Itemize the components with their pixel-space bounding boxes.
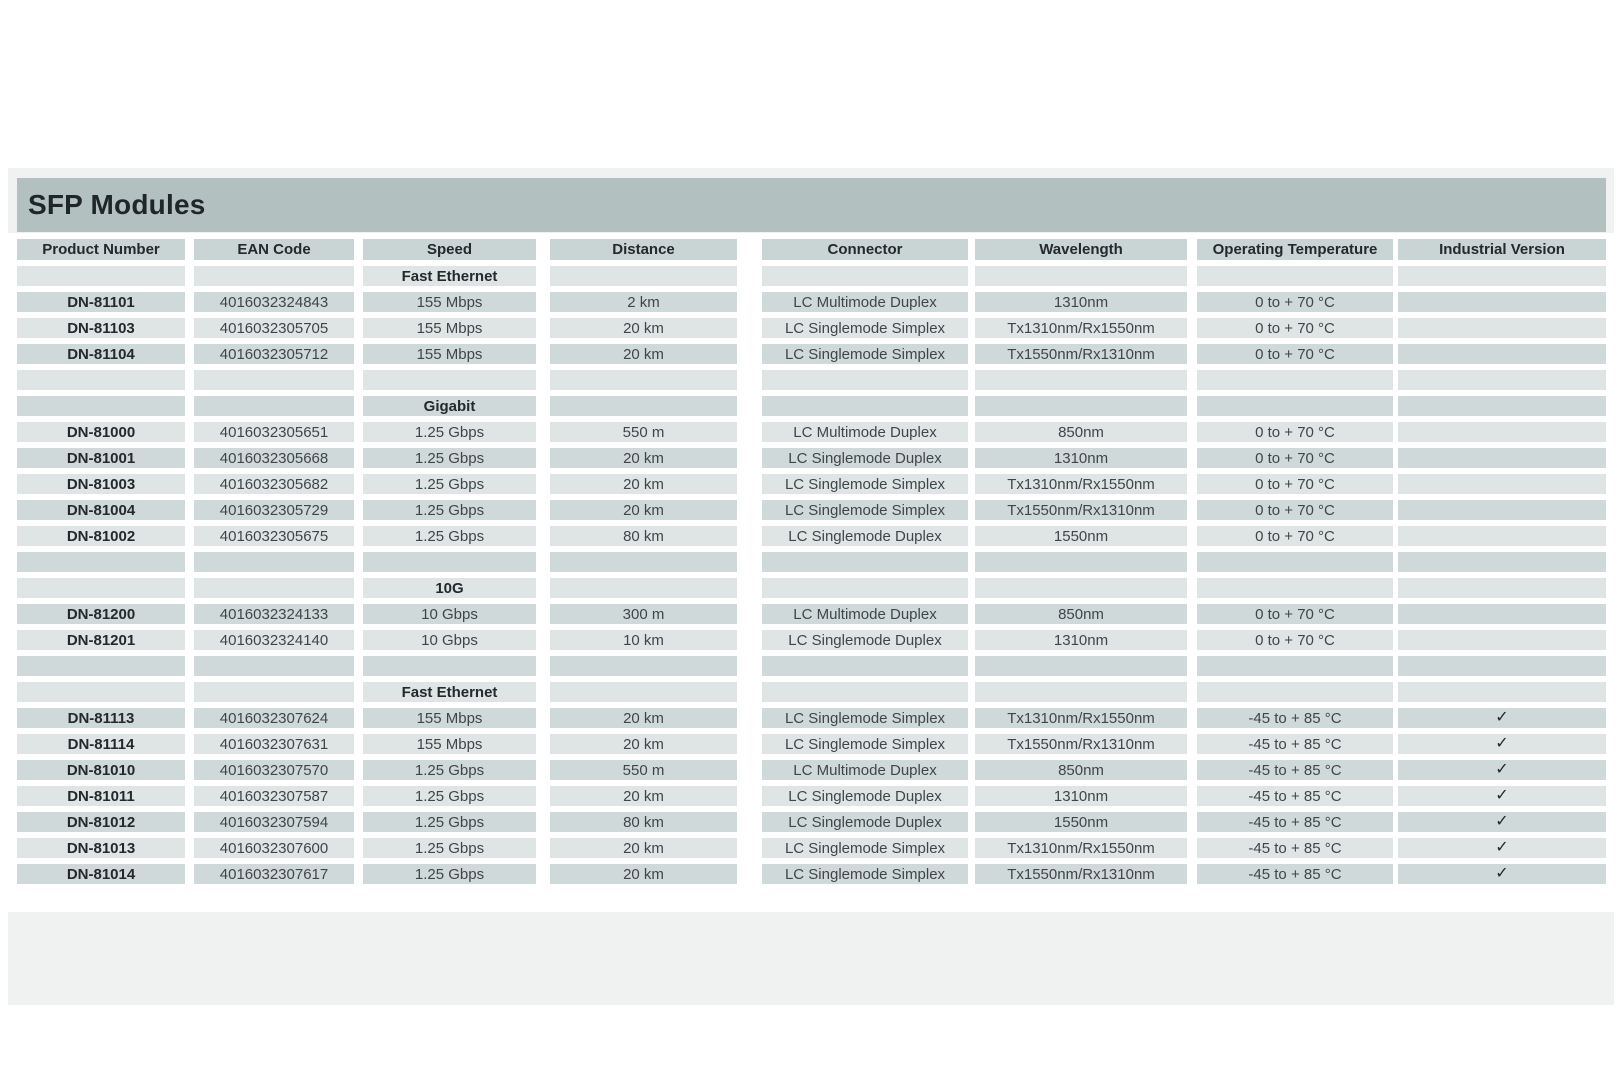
cell-speed: 10 Gbps [363,604,536,624]
cell-industrial [1398,500,1606,520]
cell-product: DN-81113 [17,708,185,728]
spacer-cell [363,370,536,390]
cell-industrial [1398,604,1606,624]
section-cell [17,682,185,702]
section-cell [194,578,354,598]
section-cell [975,578,1187,598]
section-label: Fast Ethernet [363,266,536,286]
section-cell [975,396,1187,416]
spacer-cell [762,370,968,390]
spacer-cell [194,552,354,572]
cell-connector: LC Singlemode Simplex [762,864,968,884]
cell-industrial [1398,448,1606,468]
cell-speed: 1.25 Gbps [363,526,536,546]
table-row [17,474,1606,494]
cell-temperature: 0 to + 70 °C [1197,604,1393,624]
spacer-cell [17,656,185,676]
section-cell [194,682,354,702]
table-row [17,812,1606,832]
cell-product: DN-81004 [17,500,185,520]
cell-distance: 20 km [550,708,737,728]
cell-wavelength: Tx1310nm/Rx1550nm [975,838,1187,858]
cell-wavelength: 1310nm [975,448,1187,468]
cell-connector: LC Singlemode Simplex [762,500,968,520]
cell-product: DN-81014 [17,864,185,884]
cell-ean: 4016032305729 [194,500,354,520]
cell-ean: 4016032307617 [194,864,354,884]
cell-temperature: -45 to + 85 °C [1197,838,1393,858]
spacer-row [17,370,1606,390]
cell-wavelength: Tx1550nm/Rx1310nm [975,344,1187,364]
cell-speed: 1.25 Gbps [363,838,536,858]
cell-ean: 4016032324843 [194,292,354,312]
cell-ean: 4016032305705 [194,318,354,338]
check-icon: ✓ [1495,865,1509,882]
cell-industrial [1398,526,1606,546]
cell-connector: LC Singlemode Duplex [762,630,968,650]
column-header-industrial: Industrial Version [1398,239,1606,260]
cell-product: DN-81011 [17,786,185,806]
cell-ean: 4016032307631 [194,734,354,754]
section-label: Gigabit [363,396,536,416]
check-icon: ✓ [1495,839,1509,856]
cell-temperature: 0 to + 70 °C [1197,630,1393,650]
cell-speed: 1.25 Gbps [363,760,536,780]
cell-wavelength: Tx1550nm/Rx1310nm [975,500,1187,520]
cell-wavelength: 850nm [975,422,1187,442]
table-row [17,422,1606,442]
cell-product: DN-81201 [17,630,185,650]
cell-product: DN-81101 [17,292,185,312]
cell-connector: LC Singlemode Simplex [762,474,968,494]
section-cell [1398,266,1606,286]
spacer-row [17,656,1606,676]
check-icon: ✓ [1495,813,1509,830]
section-cell [550,396,737,416]
cell-temperature: 0 to + 70 °C [1197,292,1393,312]
column-header-wavelength: Wavelength [975,239,1187,260]
table-row [17,760,1606,780]
cell-product: DN-81001 [17,448,185,468]
cell-wavelength: Tx1310nm/Rx1550nm [975,708,1187,728]
cell-product: DN-81000 [17,422,185,442]
table-row [17,630,1606,650]
section-cell [1197,266,1393,286]
cell-distance: 20 km [550,838,737,858]
table-row [17,786,1606,806]
table-row [17,292,1606,312]
cell-wavelength: 850nm [975,760,1187,780]
cell-speed: 155 Mbps [363,318,536,338]
cell-ean: 4016032307587 [194,786,354,806]
cell-temperature: -45 to + 85 °C [1197,734,1393,754]
section-cell [550,682,737,702]
cell-speed: 155 Mbps [363,344,536,364]
cell-speed: 155 Mbps [363,292,536,312]
spacer-cell [975,656,1187,676]
cell-connector: LC Singlemode Duplex [762,812,968,832]
cell-product: DN-81114 [17,734,185,754]
section-row [17,578,1606,598]
section-title-bar [17,178,1606,232]
column-header-temperature: Operating Temperature [1197,239,1393,260]
cell-ean: 4016032307624 [194,708,354,728]
cell-temperature: 0 to + 70 °C [1197,526,1393,546]
cell-distance: 20 km [550,448,737,468]
spacer-cell [1398,370,1606,390]
cell-wavelength: Tx1550nm/Rx1310nm [975,734,1187,754]
cell-ean: 4016032307594 [194,812,354,832]
table-row [17,448,1606,468]
cell-distance: 300 m [550,604,737,624]
section-cell [1398,682,1606,702]
spacer-cell [363,552,536,572]
page-title: SFP Modules [28,189,206,220]
table-row [17,500,1606,520]
section-cell [1197,682,1393,702]
section-cell [1197,578,1393,598]
table-row [17,604,1606,624]
section-row [17,682,1606,702]
cell-temperature: -45 to + 85 °C [1197,864,1393,884]
cell-industrial [1398,708,1606,728]
cell-wavelength: 1550nm [975,812,1187,832]
table-row [17,526,1606,546]
cell-speed: 1.25 Gbps [363,474,536,494]
cell-connector: LC Singlemode Simplex [762,838,968,858]
cell-speed: 1.25 Gbps [363,448,536,468]
spacer-cell [975,552,1187,572]
section-cell [762,682,968,702]
cell-connector: LC Multimode Duplex [762,422,968,442]
spacer-cell [1197,656,1393,676]
cell-industrial [1398,344,1606,364]
cell-ean: 4016032305668 [194,448,354,468]
cell-distance: 80 km [550,526,737,546]
cell-speed: 155 Mbps [363,734,536,754]
cell-product: DN-81002 [17,526,185,546]
section-label: 10G [363,578,536,598]
cell-industrial [1398,474,1606,494]
table-row [17,864,1606,884]
column-header-product: Product Number [17,239,185,260]
section-cell [1398,396,1606,416]
cell-industrial [1398,318,1606,338]
cell-industrial [1398,812,1606,832]
cell-industrial [1398,630,1606,650]
cell-speed: 10 Gbps [363,630,536,650]
cell-distance: 10 km [550,630,737,650]
cell-connector: LC Multimode Duplex [762,292,968,312]
cell-industrial [1398,292,1606,312]
check-icon: ✓ [1495,761,1509,778]
spacer-cell [975,370,1187,390]
spacer-cell [550,370,737,390]
spacer-cell [762,656,968,676]
cell-product: DN-81013 [17,838,185,858]
table-row [17,838,1606,858]
section-cell [194,396,354,416]
cell-temperature: 0 to + 70 °C [1197,344,1393,364]
cell-connector: LC Multimode Duplex [762,604,968,624]
table-row [17,344,1606,364]
cell-industrial [1398,734,1606,754]
cell-distance: 2 km [550,292,737,312]
cell-connector: LC Multimode Duplex [762,760,968,780]
cell-temperature: 0 to + 70 °C [1197,500,1393,520]
cell-connector: LC Singlemode Duplex [762,526,968,546]
section-cell [550,578,737,598]
column-header-distance: Distance [550,239,737,260]
cell-ean: 4016032324133 [194,604,354,624]
cell-wavelength: Tx1310nm/Rx1550nm [975,318,1187,338]
cell-connector: LC Singlemode Duplex [762,448,968,468]
spacer-cell [1398,656,1606,676]
spacer-cell [1197,370,1393,390]
spacer-cell [550,552,737,572]
cell-connector: LC Singlemode Simplex [762,318,968,338]
spacer-cell [194,370,354,390]
spacer-row [17,552,1606,572]
table-row [17,734,1606,754]
cell-distance: 550 m [550,422,737,442]
cell-speed: 1.25 Gbps [363,422,536,442]
section-cell [17,578,185,598]
cell-product: DN-81200 [17,604,185,624]
section-cell [17,266,185,286]
cell-industrial [1398,864,1606,884]
section-cell [975,682,1187,702]
section-cell [17,396,185,416]
cell-wavelength: 1310nm [975,292,1187,312]
spacer-cell [363,656,536,676]
cell-wavelength: 1550nm [975,526,1187,546]
cell-temperature: -45 to + 85 °C [1197,786,1393,806]
cell-ean: 4016032305682 [194,474,354,494]
cell-connector: LC Singlemode Simplex [762,708,968,728]
spacer-cell [762,552,968,572]
check-icon: ✓ [1495,735,1509,752]
cell-speed: 1.25 Gbps [363,864,536,884]
section-cell [762,396,968,416]
cell-product: DN-81104 [17,344,185,364]
cell-speed: 155 Mbps [363,708,536,728]
cell-distance: 80 km [550,812,737,832]
spacer-cell [17,552,185,572]
spacer-cell [1197,552,1393,572]
cell-ean: 4016032305651 [194,422,354,442]
section-label: Fast Ethernet [363,682,536,702]
cell-distance: 20 km [550,500,737,520]
cell-connector: LC Singlemode Duplex [762,786,968,806]
column-header-row [17,239,1606,260]
cell-distance: 20 km [550,318,737,338]
cell-distance: 20 km [550,344,737,364]
spacer-cell [1398,552,1606,572]
cell-distance: 550 m [550,760,737,780]
cell-distance: 20 km [550,474,737,494]
cell-temperature: -45 to + 85 °C [1197,812,1393,832]
cell-wavelength: 1310nm [975,786,1187,806]
section-row [17,396,1606,416]
cell-ean: 4016032307570 [194,760,354,780]
spacer-cell [550,656,737,676]
check-icon: ✓ [1495,787,1509,804]
cell-distance: 20 km [550,786,737,806]
section-row [17,266,1606,286]
section-cell [975,266,1187,286]
cell-connector: LC Singlemode Simplex [762,344,968,364]
cell-temperature: 0 to + 70 °C [1197,474,1393,494]
sfp-modules-table [17,239,1606,890]
section-cell [1197,396,1393,416]
cell-temperature: -45 to + 85 °C [1197,760,1393,780]
spacer-cell [194,656,354,676]
cell-speed: 1.25 Gbps [363,500,536,520]
cell-distance: 20 km [550,734,737,754]
spacer-cell [17,370,185,390]
section-cell [194,266,354,286]
cell-distance: 20 km [550,864,737,884]
cell-industrial [1398,838,1606,858]
table-row [17,318,1606,338]
cell-wavelength: 1310nm [975,630,1187,650]
cell-speed: 1.25 Gbps [363,812,536,832]
table-row [17,708,1606,728]
cell-product: DN-81010 [17,760,185,780]
cell-industrial [1398,422,1606,442]
cell-ean: 4016032305712 [194,344,354,364]
cell-ean: 4016032307600 [194,838,354,858]
cell-product: DN-81012 [17,812,185,832]
cell-temperature: 0 to + 70 °C [1197,422,1393,442]
cell-temperature: 0 to + 70 °C [1197,318,1393,338]
section-cell [762,266,968,286]
cell-ean: 4016032305675 [194,526,354,546]
check-icon: ✓ [1495,709,1509,726]
column-header-ean: EAN Code [194,239,354,260]
cell-speed: 1.25 Gbps [363,786,536,806]
cell-product: DN-81003 [17,474,185,494]
cell-wavelength: Tx1310nm/Rx1550nm [975,474,1187,494]
section-cell [550,266,737,286]
cell-ean: 4016032324140 [194,630,354,650]
cell-temperature: 0 to + 70 °C [1197,448,1393,468]
cell-wavelength: 850nm [975,604,1187,624]
section-cell [1398,578,1606,598]
column-header-connector: Connector [762,239,968,260]
cell-industrial [1398,760,1606,780]
cell-wavelength: Tx1550nm/Rx1310nm [975,864,1187,884]
cell-temperature: -45 to + 85 °C [1197,708,1393,728]
cell-product: DN-81103 [17,318,185,338]
column-header-speed: Speed [363,239,536,260]
cell-connector: LC Singlemode Simplex [762,734,968,754]
section-cell [762,578,968,598]
cell-industrial [1398,786,1606,806]
